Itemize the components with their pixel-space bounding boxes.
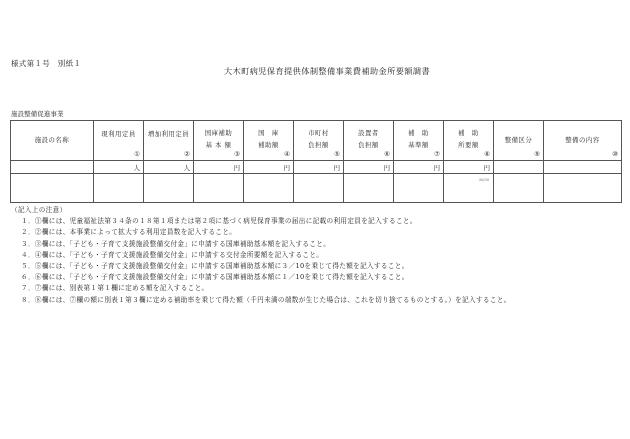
operator-share-cell[interactable] <box>344 174 394 203</box>
marker: ② <box>184 150 190 158</box>
header-label: 国 庫 補助額 <box>258 129 279 149</box>
budget-table <box>10 120 622 203</box>
marker: ① <box>134 150 140 158</box>
header-subsidy-required <box>444 121 494 161</box>
marker: ⑩ <box>612 150 618 158</box>
header-operator-share <box>344 121 394 161</box>
note-item: １．①欄には、児童福祉法第３４条の１８第１項または第２項に基づく病児保育事業の届出に記載の利用定員を記入すること。 <box>21 217 417 226</box>
header-label: 施設の名称 <box>34 136 70 144</box>
note-item: ２．②欄には、本事業によって拡大する利用定員数を記入すること。 <box>21 228 237 237</box>
header-current-capacity <box>94 121 144 161</box>
header-label: 整備の内容 <box>565 136 600 144</box>
notes-section <box>11 205 511 306</box>
unit-label: 円 <box>233 164 240 172</box>
unit-cell <box>344 161 394 174</box>
form-number: 様式第１号 別紙１ <box>11 59 82 68</box>
marker: ④ <box>284 150 290 158</box>
header-subsidy-standard <box>394 121 444 161</box>
header-label: 国庫補助 基 本 額 <box>204 129 233 149</box>
header-label: 補 助 所要額 <box>458 129 479 149</box>
ratio-note: 30/30 <box>478 178 489 182</box>
table-row <box>11 174 622 203</box>
header-maintenance-category <box>494 121 544 161</box>
header-label: 補 助 基準額 <box>408 129 429 149</box>
maintenance-category-cell[interactable] <box>494 174 544 203</box>
national-base-cell[interactable] <box>194 174 244 203</box>
header-label: 市町村 負担額 <box>308 129 329 149</box>
marker: ③ <box>234 150 240 158</box>
unit-label: 円 <box>383 164 390 172</box>
subsidy-required-cell[interactable] <box>444 174 494 203</box>
header-national-base <box>194 121 244 161</box>
current-capacity-cell[interactable] <box>94 174 144 203</box>
header-added-capacity <box>144 121 194 161</box>
header-row <box>11 121 622 161</box>
added-capacity-cell[interactable] <box>144 174 194 203</box>
note-item: ６．⑥欄には、「子ども・子育て支援施設整備交付金」に申請する国庫補助基本額に１／10を乗じて得た額を記入すること。 <box>21 273 409 282</box>
header-facility-name <box>11 121 94 161</box>
note-item: ４．④欄には、「子ども・子育て支援施設整備交付金」に申請する交付金所要額を記入すること。 <box>21 250 324 259</box>
document-title: 大木町病児保育提供体制整備事業費補助金所要額調書 <box>223 66 431 76</box>
municipal-share-cell[interactable] <box>294 174 344 203</box>
unit-cell <box>544 161 622 174</box>
unit-cell <box>244 161 294 174</box>
unit-label: 人 <box>183 164 190 172</box>
unit-cell <box>294 161 344 174</box>
header-national-subsidy <box>244 121 294 161</box>
unit-cell <box>144 161 194 174</box>
unit-cell <box>394 161 444 174</box>
header-label: 現利用定員 <box>101 130 136 138</box>
header-label: 整備区分 <box>504 136 533 144</box>
subsidy-standard-cell[interactable] <box>394 174 444 203</box>
unit-label: 円 <box>483 164 490 172</box>
unit-row <box>11 161 622 174</box>
marker: ⑨ <box>534 150 540 158</box>
unit-cell <box>494 161 544 174</box>
unit-label: 円 <box>333 164 340 172</box>
unit-cell <box>194 161 244 174</box>
header-label: 設置者 負担額 <box>358 129 379 149</box>
note-item: ７．⑦欄には、別表第１第１欄に定める額を記入すること。 <box>21 284 209 293</box>
marker: ⑥ <box>384 150 390 158</box>
notes-heading: （記入上の注意） <box>11 206 67 214</box>
note-item: ８．⑧欄には、⑦欄の額に別表１第３欄に定める補助率を乗じて得た額（千円未満の端数が生じた場合は、これを切り捨てるものとする。）を記入すること。 <box>21 295 511 304</box>
marker: ⑧ <box>484 150 490 158</box>
header-label: 増加利用定員 <box>147 130 190 138</box>
unit-cell <box>94 161 144 174</box>
marker: ⑦ <box>434 150 440 158</box>
note-item: ５．⑤欄には、「子ども・子育て支援施設整備交付金」に申請する国庫補助基本額に３／10を乗じて得た額を記入すること。 <box>21 262 409 271</box>
note-item: ３．③欄には、「子ども・子育て支援施設整備交付金」に申請する国庫補助基本額を記入すること。 <box>21 239 331 248</box>
section-label: 施設整備促進事業 <box>11 110 64 118</box>
unit-label: 円 <box>433 164 440 172</box>
unit-cell <box>11 161 94 174</box>
unit-label: 人 <box>133 164 140 172</box>
facility-name-cell[interactable] <box>11 174 94 203</box>
header-municipal-share <box>294 121 344 161</box>
header-maintenance-content <box>544 121 622 161</box>
unit-label: 円 <box>283 164 290 172</box>
national-subsidy-cell[interactable] <box>244 174 294 203</box>
unit-cell <box>444 161 494 174</box>
maintenance-content-cell[interactable] <box>544 174 622 203</box>
marker: ⑤ <box>334 150 340 158</box>
